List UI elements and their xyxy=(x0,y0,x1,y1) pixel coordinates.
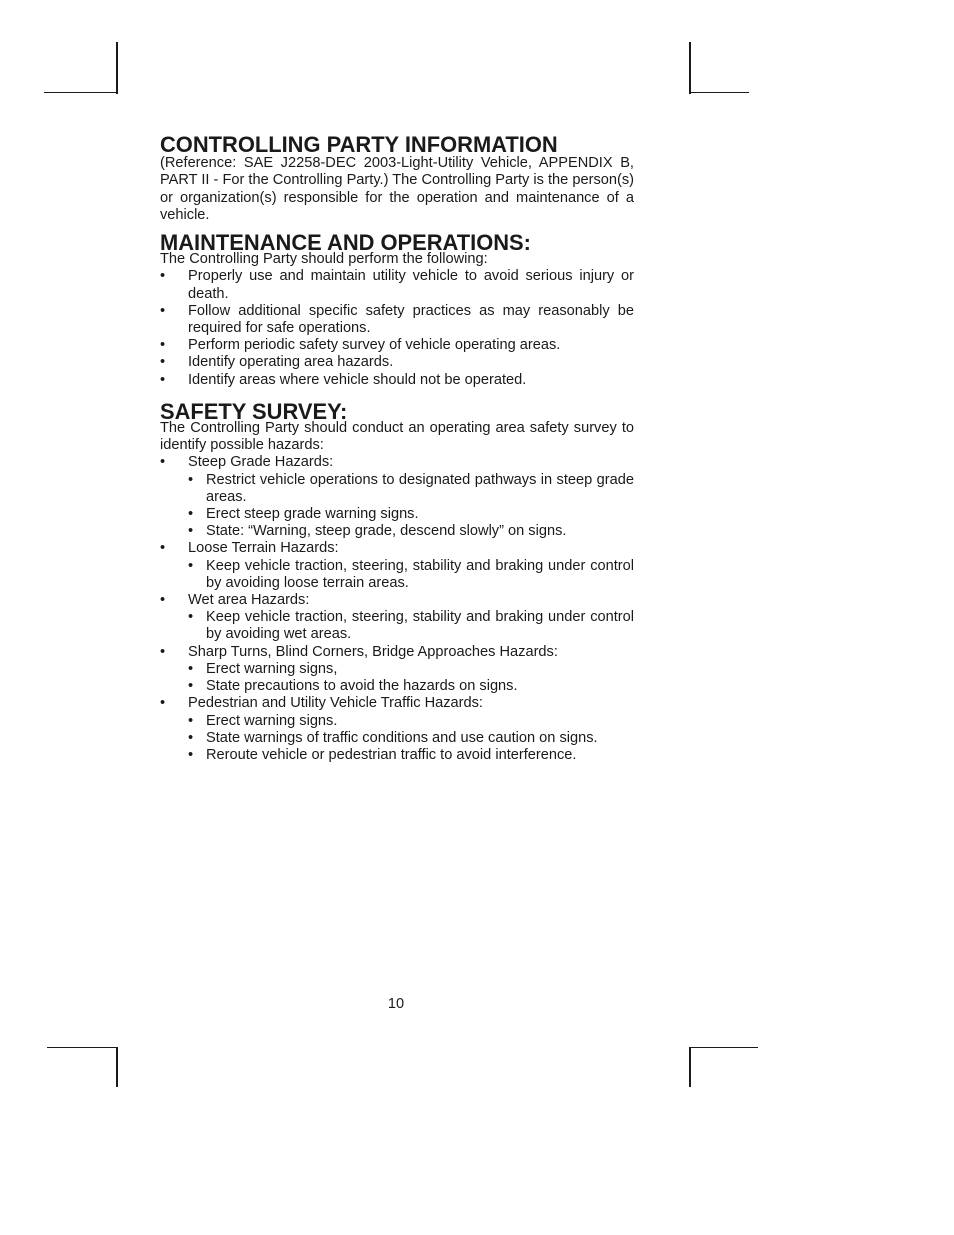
crop-mark-top-right-vertical xyxy=(689,42,691,94)
sub-list-item xyxy=(160,747,634,764)
bullet-icon: • xyxy=(188,523,194,540)
section-intro-safety-survey: The Controlling Party should conduct an operating area safety survey to identify possible hazards: xyxy=(160,420,634,454)
crop-mark-top-left-vertical xyxy=(116,42,118,94)
hazard-label: Sharp Turns, Blind Corners, Bridge Approaches Hazards: xyxy=(188,643,558,660)
sub-list-item-text: Restrict vehicle operations to designated pathways in steep grade areas. xyxy=(206,471,634,505)
bullet-icon: • xyxy=(160,592,166,609)
bullet-icon: • xyxy=(160,354,166,371)
crop-mark-bottom-right-vertical xyxy=(689,1047,691,1087)
bullet-icon: • xyxy=(188,609,194,626)
sub-list-item-text: Keep vehicle traction, steering, stability and braking under control by avoiding loose terrain areas. xyxy=(206,557,634,591)
crop-mark-top-left-horizontal xyxy=(44,92,118,93)
hazard-sublist xyxy=(188,472,634,541)
list-item xyxy=(160,268,634,302)
sub-list-item-text: Keep vehicle traction, steering, stability and braking under control by avoiding wet areas. xyxy=(206,609,634,643)
bullet-icon: • xyxy=(160,268,166,285)
hazard-sublist xyxy=(188,609,634,643)
crop-mark-bottom-left-vertical xyxy=(116,1047,118,1087)
list-item-text: Follow additional specific safety practices as may reasonably be required for safe operations. xyxy=(188,302,634,337)
hazard-sublist xyxy=(188,713,634,765)
sub-list-item xyxy=(160,523,634,540)
bullet-icon: • xyxy=(160,454,166,471)
hazard-item-wet-area xyxy=(160,592,634,644)
section-intro-maintenance: The Controlling Party should perform the following: xyxy=(160,251,488,268)
crop-mark-top-right-horizontal xyxy=(689,92,749,93)
list-item-text: Properly use and maintain utility vehicle to avoid serious injury or death. xyxy=(188,268,634,302)
hazard-label: Wet area Hazards: xyxy=(188,592,310,609)
list-item-text: Identify operating area hazards. xyxy=(188,354,394,371)
crop-mark-bottom-left-horizontal xyxy=(47,1047,118,1048)
hazard-sublist xyxy=(188,558,634,592)
bullet-icon: • xyxy=(188,678,194,695)
sub-list-item-text: Reroute vehicle or pedestrian traffic to avoid interference. xyxy=(206,746,577,763)
bullet-icon: • xyxy=(160,371,166,388)
sub-list-item xyxy=(160,558,634,592)
sub-list-item xyxy=(160,678,634,695)
bullet-icon: • xyxy=(160,643,166,660)
section-heading-maintenance: MAINTENANCE AND OPERATIONS: xyxy=(160,230,531,256)
sub-list-item-text: State: “Warning, steep grade, descend slowly” on signs. xyxy=(206,523,567,540)
hazard-label: Loose Terrain Hazards: xyxy=(188,540,339,557)
sub-list-item-text: State warnings of traffic conditions and use caution on signs. xyxy=(206,729,598,746)
list-item xyxy=(160,337,634,354)
hazard-item-pedestrian-traffic xyxy=(160,695,634,764)
sub-list-item xyxy=(160,472,634,506)
sub-list-item xyxy=(160,730,634,747)
list-item-text: Perform periodic safety survey of vehicle operating areas. xyxy=(188,337,561,354)
hazard-item-sharp-turns xyxy=(160,644,634,696)
bullet-icon: • xyxy=(160,540,166,557)
sub-list-item-text: State precautions to avoid the hazards on signs. xyxy=(206,678,518,695)
bullet-icon: • xyxy=(160,302,166,319)
bullet-icon: • xyxy=(188,729,194,746)
list-item xyxy=(160,354,634,371)
hazard-item-loose-terrain xyxy=(160,540,634,592)
bullet-icon: • xyxy=(188,712,194,729)
sub-list-item xyxy=(160,609,634,643)
sub-list-item xyxy=(160,506,634,523)
section-heading-controlling-party: CONTROLLING PARTY INFORMATION xyxy=(160,132,558,157)
bullet-icon: • xyxy=(160,695,166,712)
document-body xyxy=(160,132,634,764)
bullet-icon: • xyxy=(188,557,194,574)
hazard-list xyxy=(160,454,634,764)
sub-list-item-text: Erect warning signs. xyxy=(206,712,338,729)
sub-list-item xyxy=(160,713,634,730)
sub-list-item-text: Erect warning signs, xyxy=(206,660,338,677)
list-item xyxy=(160,303,634,337)
hazard-label: Steep Grade Hazards: xyxy=(188,454,334,471)
bullet-icon: • xyxy=(160,337,166,354)
list-item-text: Identify areas where vehicle should not be operated. xyxy=(188,371,527,388)
bullet-icon: • xyxy=(188,471,194,488)
section-paragraph-reference: (Reference: SAE J2258-DEC 2003-Light-Utility Vehicle, APPENDIX B, PART II - For the Controlling Party.) The Controlling Party is the person(s) or organization(s) responsible for the operation and maintenance of a vehicle. xyxy=(160,155,634,223)
hazard-sublist xyxy=(188,661,634,695)
sub-list-item xyxy=(160,661,634,678)
hazard-item-steep-grade xyxy=(160,454,634,540)
page-number: 10 xyxy=(387,996,405,1012)
bullet-icon: • xyxy=(188,660,194,677)
list-item xyxy=(160,372,634,389)
hazard-label: Pedestrian and Utility Vehicle Traffic Hazards: xyxy=(188,695,483,712)
bullet-icon: • xyxy=(188,746,194,763)
maintenance-list xyxy=(160,268,634,388)
crop-mark-bottom-right-horizontal xyxy=(689,1047,758,1048)
bullet-icon: • xyxy=(188,506,194,523)
sub-list-item-text: Erect steep grade warning signs. xyxy=(206,506,419,523)
section-heading-safety-survey: SAFETY SURVEY: xyxy=(160,398,348,424)
